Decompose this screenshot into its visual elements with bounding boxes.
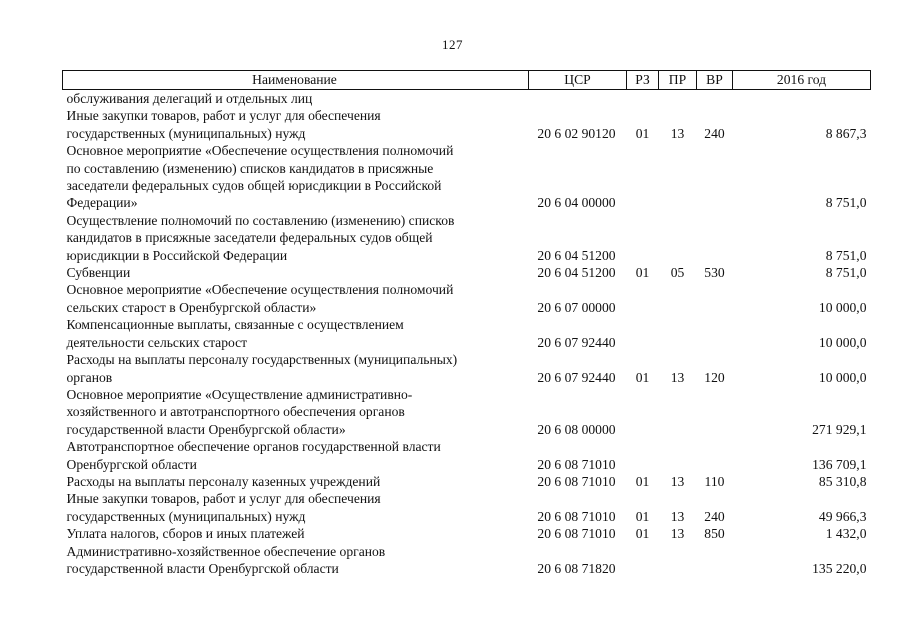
row-name <box>63 281 529 316</box>
row-vr: 120 <box>704 369 725 385</box>
table-row <box>63 281 871 316</box>
table-row <box>63 543 871 578</box>
row-name-line: Основное мероприятие «Обеспечение осуществления полномочий <box>66 143 454 159</box>
row-vr: 240 <box>704 125 725 141</box>
row-name-line: государственной власти Оренбургской области <box>66 560 339 576</box>
row-rz: 01 <box>635 125 650 141</box>
row-name-line: органов <box>66 369 113 385</box>
row-csr: 20 6 04 00000 <box>537 195 616 211</box>
table-row <box>63 351 871 386</box>
table-row <box>63 316 871 351</box>
row-name-line: Уплата налогов, сборов и иных платежей <box>66 526 305 542</box>
row-vr <box>697 386 733 438</box>
row-csr: 20 6 08 71010 <box>537 473 616 489</box>
row-csr: 20 6 04 51200 <box>537 265 616 281</box>
row-amount: 8 751,0 <box>825 195 867 211</box>
row-name-line: Осуществление полномочий по составлению (изменению) списков <box>66 212 455 228</box>
row-pr <box>659 90 697 108</box>
row-rz <box>627 281 659 316</box>
table-row <box>63 525 871 542</box>
row-amount: 8 751,0 <box>825 265 867 281</box>
row-rz <box>627 142 659 212</box>
row-rz: 01 <box>635 508 650 524</box>
row-vr <box>697 281 733 316</box>
row-csr: 20 6 08 71010 <box>537 508 616 524</box>
row-vr <box>697 142 733 212</box>
row-vr: 850 <box>704 526 725 542</box>
row-csr: 20 6 08 71820 <box>537 560 616 576</box>
row-amount: 10 000,0 <box>818 299 867 315</box>
row-pr <box>659 281 697 316</box>
row-pr <box>659 142 697 212</box>
row-vr: 110 <box>704 473 725 489</box>
row-name-line: Расходы на выплаты персоналу казенных учреждений <box>66 473 381 489</box>
row-name-line: Федерации» <box>66 195 138 211</box>
row-name-line: Расходы на выплаты персоналу государственных (муниципальных) <box>66 352 458 368</box>
row-name-line: Оренбургской области <box>66 456 197 472</box>
row-pr <box>659 386 697 438</box>
row-pr: 05 <box>670 265 685 281</box>
row-name-line: Иные закупки товаров, работ и услуг для обеспечения <box>66 108 381 124</box>
row-name <box>63 543 529 578</box>
row-pr <box>659 316 697 351</box>
header-pr: ПР <box>659 71 697 90</box>
row-name <box>63 351 529 386</box>
row-name <box>63 438 529 473</box>
row-name <box>63 473 529 490</box>
row-name-line: государственных (муниципальных) нужд <box>66 508 306 524</box>
row-name-line: по составлению (изменению) списков кандидатов в присяжные <box>66 160 434 176</box>
row-csr: 20 6 04 51200 <box>537 247 616 263</box>
row-csr: 20 6 02 90120 <box>537 125 616 141</box>
table-row <box>63 90 871 108</box>
header-name: Наименование <box>63 71 529 90</box>
budget-table <box>62 70 871 577</box>
header-rz: РЗ <box>627 71 659 90</box>
table-row <box>63 490 871 525</box>
row-csr: 20 6 07 92440 <box>537 369 616 385</box>
table-row <box>63 264 871 281</box>
row-vr: 240 <box>704 508 725 524</box>
row-rz <box>627 543 659 578</box>
row-pr: 13 <box>670 125 685 141</box>
row-csr: 20 6 07 00000 <box>537 299 616 315</box>
row-name-line: государственной власти Оренбургской области» <box>66 421 346 437</box>
table-row <box>63 212 871 264</box>
row-rz <box>627 212 659 264</box>
row-name <box>63 386 529 438</box>
header-year: 2016 год <box>733 71 871 90</box>
row-name <box>63 316 529 351</box>
row-name <box>63 525 529 542</box>
row-amount: 271 929,1 <box>812 421 867 437</box>
row-vr <box>697 543 733 578</box>
row-amount: 8 867,3 <box>825 125 867 141</box>
row-name-line: Основное мероприятие «Обеспечение осуществления полномочий <box>66 282 454 298</box>
table-body <box>63 90 871 578</box>
row-amount: 136 709,1 <box>812 456 867 472</box>
row-rz <box>627 316 659 351</box>
row-name-line: Основное мероприятие «Осуществление административно- <box>66 386 413 402</box>
row-csr: 20 6 08 71010 <box>537 526 616 542</box>
row-pr <box>659 438 697 473</box>
row-name-line: Субвенции <box>66 265 131 281</box>
row-pr <box>659 212 697 264</box>
row-pr: 13 <box>670 473 685 489</box>
row-name-line: деятельности сельских старост <box>66 334 248 350</box>
row-name-line: государственных (муниципальных) нужд <box>66 125 306 141</box>
row-vr <box>697 90 733 108</box>
row-rz: 01 <box>635 369 650 385</box>
header-vr: ВР <box>697 71 733 90</box>
table-row <box>63 473 871 490</box>
row-name-line: Иные закупки товаров, работ и услуг для обеспечения <box>66 491 381 507</box>
row-csr: 20 6 08 71010 <box>537 456 616 472</box>
row-vr <box>697 316 733 351</box>
row-name-line: хозяйственного и автотранспортного обеспечения органов <box>66 404 405 420</box>
row-pr: 13 <box>670 369 685 385</box>
header-row <box>63 71 871 90</box>
row-rz: 01 <box>635 265 650 281</box>
row-name <box>63 142 529 212</box>
row-name <box>63 90 529 108</box>
row-vr <box>697 438 733 473</box>
table-row <box>63 142 871 212</box>
row-amount: 10 000,0 <box>818 334 867 350</box>
row-amount: 85 310,8 <box>818 473 867 489</box>
row-amount: 135 220,0 <box>812 560 867 576</box>
row-pr: 13 <box>670 526 685 542</box>
row-rz: 01 <box>635 526 650 542</box>
row-rz <box>627 438 659 473</box>
row-amount: 1 432,0 <box>825 526 867 542</box>
row-name-line: Автотранспортное обеспечение органов государственной власти <box>66 439 441 455</box>
row-pr: 13 <box>670 508 685 524</box>
page-number: 127 <box>442 37 463 52</box>
row-name-line: Административно-хозяйственное обеспечение органов <box>66 543 386 559</box>
row-csr: 20 6 07 92440 <box>537 334 616 350</box>
row-amount: 49 966,3 <box>818 508 867 524</box>
row-amount: 10 000,0 <box>818 369 867 385</box>
row-csr: 20 6 08 00000 <box>537 421 616 437</box>
row-amount: 8 751,0 <box>825 247 867 263</box>
row-rz <box>627 90 659 108</box>
table-header <box>63 71 871 90</box>
row-amount <box>733 90 871 108</box>
table-row <box>63 438 871 473</box>
row-pr <box>659 543 697 578</box>
row-name <box>63 107 529 142</box>
row-name <box>63 212 529 264</box>
row-name-line: кандидатов в присяжные заседатели федеральных судов общей <box>66 230 433 246</box>
row-csr <box>529 90 627 108</box>
header-csr: ЦСР <box>529 71 627 90</box>
row-rz <box>627 386 659 438</box>
table-row <box>63 386 871 438</box>
row-name-line: юрисдикции в Российской Федерации <box>66 247 288 263</box>
row-name <box>63 264 529 281</box>
row-name <box>63 490 529 525</box>
row-name-line: сельских старост в Оренбургской области» <box>66 299 317 315</box>
row-vr: 530 <box>704 265 725 281</box>
row-vr <box>697 212 733 264</box>
row-rz: 01 <box>635 473 650 489</box>
table-row <box>63 107 871 142</box>
row-name-line: заседатели федеральных судов общей юрисдикции в Российской <box>66 178 442 194</box>
row-name-line: Компенсационные выплаты, связанные с осуществлением <box>66 317 404 333</box>
row-name-line: обслуживания делегаций и отдельных лиц <box>66 91 313 106</box>
